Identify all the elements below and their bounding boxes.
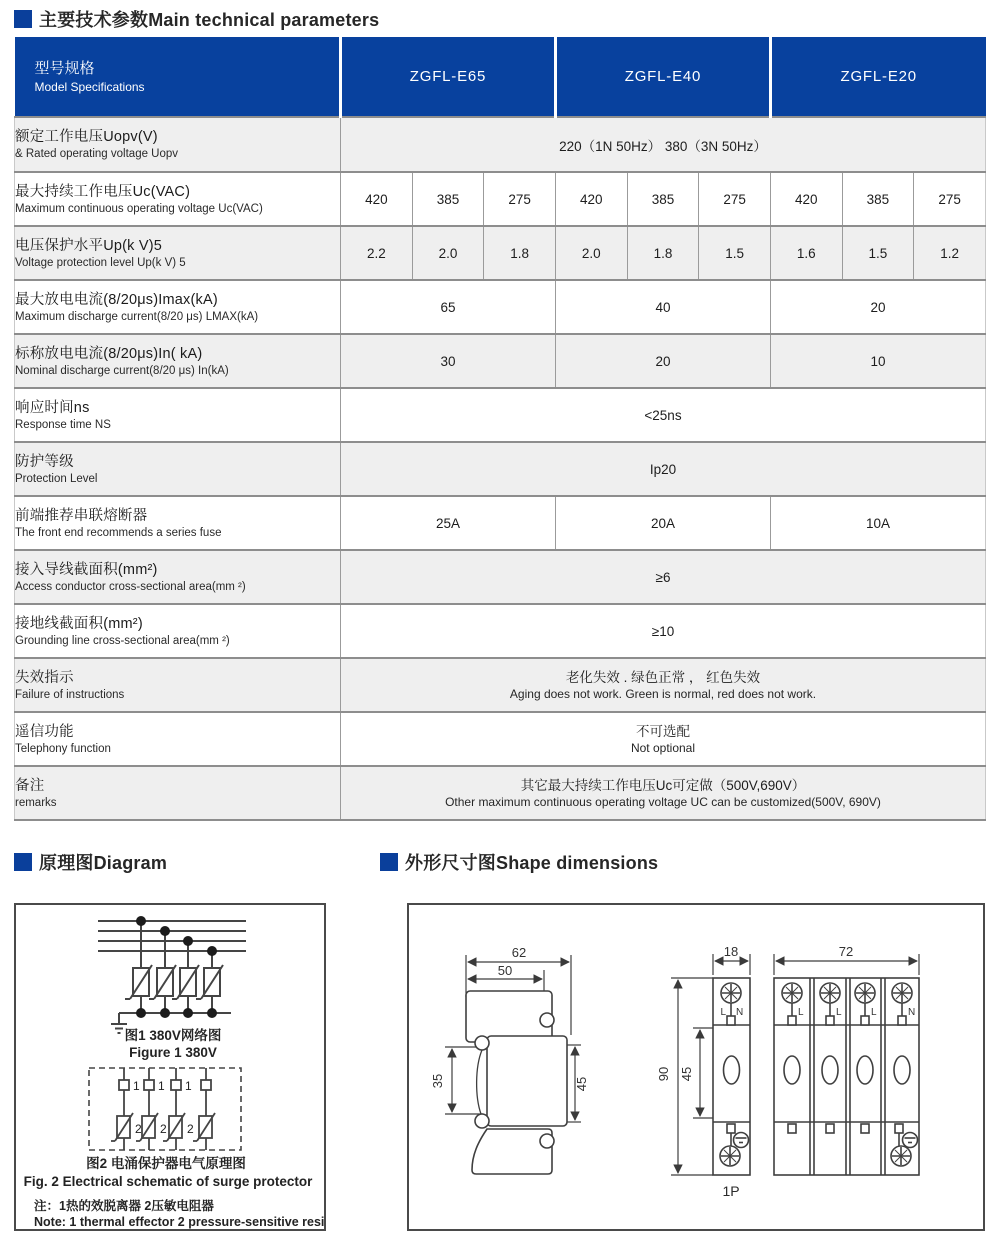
label-2: 2 [160, 1122, 167, 1136]
row-label [15, 658, 341, 712]
label-1: 1 [133, 1079, 140, 1093]
row-response-time [15, 388, 986, 442]
row-label-en: Access conductor cross-sectional area(mm ²) [15, 580, 246, 593]
terminal-label-l: L [720, 1007, 726, 1018]
row-label-zh: 前端推荐串联熔断器 [15, 507, 148, 524]
main-title-zh: 主要技术参数 [39, 10, 149, 30]
value-cell: 1.8 [627, 226, 699, 280]
row-label-zh: 接地线截面积(mm²) [15, 615, 143, 632]
row-label-zh: 最大放电电流(8/20μs)Imax(kA) [15, 291, 218, 308]
row-label-en: Voltage protection level Up(k V) 5 [15, 256, 186, 269]
figure2-caption-zh: 图2 电涌保护器电气原理图 [86, 1156, 246, 1171]
dim-90: 90 [656, 1066, 671, 1082]
row-label-en: & Rated operating voltage Uopv [15, 148, 179, 160]
row-label-en: Failure of instructions [15, 688, 125, 701]
blue-square-icon [14, 10, 32, 28]
screw-hole-icon [475, 1114, 489, 1128]
front-view-1p-body [713, 978, 750, 1175]
figure1-caption-zh: 图1 380V网络图 [124, 1028, 222, 1043]
diagram-title-zh: 原理图 [39, 853, 94, 873]
value-cell: ≥6 [341, 550, 986, 604]
value-cell: 1.5 [699, 226, 771, 280]
row-protection-level [15, 442, 986, 496]
label-2: 2 [135, 1122, 142, 1136]
shape-dimensions-svg [409, 905, 983, 1229]
row-label-zh: 最大持续工作电压Uc(VAC) [15, 183, 191, 200]
row-rated-voltage [15, 117, 986, 172]
main-title [14, 6, 379, 32]
ground-screw-icon [734, 1133, 749, 1148]
row-label [15, 280, 341, 334]
row-label-zh: 标称放电电流(8/20μs)In( kA) [15, 345, 203, 362]
row-label [15, 442, 341, 496]
shape-title-text [405, 849, 658, 875]
shape-title-zh: 外形尺寸图 [405, 853, 496, 873]
dim-35: 35 [430, 1073, 445, 1089]
label-2: 2 [187, 1122, 194, 1136]
value-en: Aging does not work. Green is normal, red does not work. [509, 687, 817, 701]
value-cell: 20 [555, 334, 770, 388]
indicator-window-icon [822, 1056, 838, 1084]
value-cell: 20 [770, 280, 985, 334]
value-cell: 25A [341, 496, 556, 550]
value-cell: 1.5 [842, 226, 914, 280]
value-cell: 65 [341, 280, 556, 334]
value-cell [341, 712, 986, 766]
terminal-label-l: L [798, 1007, 804, 1018]
dim-18: 18 [723, 944, 739, 959]
row-label-zh: 接入导线截面积(mm²) [15, 561, 158, 578]
terminal-label-n: N [908, 1007, 916, 1018]
row-series-fuse [15, 496, 986, 550]
circuit-diagram-svg [16, 905, 324, 1229]
row-label-zh: 防护等级 [15, 453, 74, 470]
value-cell: 20A [555, 496, 770, 550]
header-model-spec-cell [15, 37, 341, 117]
row-label-en: The front end recommends a series fuse [15, 526, 222, 539]
row-label-en: Response time NS [15, 418, 111, 431]
value-zh: 其它最大持续工作电压Uc可定做（500V,690V） [520, 778, 806, 793]
shape-title-en: Shape dimensions [496, 853, 659, 873]
model-column-zgfl-e40: ZGFL-E40 [555, 37, 770, 117]
indicator-window-icon [724, 1056, 740, 1084]
value-zh: 不可选配 [636, 724, 690, 739]
phillips-screw-icon [720, 1146, 740, 1166]
dim-72: 72 [838, 944, 854, 959]
row-label-zh: 备注 [15, 777, 45, 794]
pole-label-1p: 1P [722, 1183, 740, 1199]
value-cell: 275 [699, 172, 771, 226]
value-cell: 385 [627, 172, 699, 226]
main-title-text [39, 6, 379, 32]
front-view-4p-body [774, 978, 919, 1175]
label-1: 1 [185, 1079, 192, 1093]
row-label [15, 604, 341, 658]
indicator-window-icon [784, 1056, 800, 1084]
value-cell [341, 766, 986, 820]
phillips-screw-icon [820, 983, 840, 1003]
figure2-caption-en: Fig. 2 Electrical schematic of surge protector [23, 1174, 313, 1189]
header-label-zh: 型号规格 [34, 60, 95, 77]
value-cell: ≥10 [341, 604, 986, 658]
value-zh: 老化失效 . 绿色正常 ， 红色失效 [565, 670, 761, 685]
label-1: 1 [158, 1079, 165, 1093]
phillips-screw-icon [891, 1146, 911, 1166]
row-label [15, 496, 341, 550]
varistor-icon [172, 965, 199, 999]
varistor-icon [125, 965, 152, 999]
row-telephony-function [15, 712, 986, 766]
row-remarks [15, 766, 986, 820]
row-label [15, 766, 341, 820]
value-cell: 385 [842, 172, 914, 226]
value-cell: 2.2 [341, 226, 413, 280]
circuit-diagram-box [14, 903, 326, 1231]
row-label-en: Grounding line cross-sectional area(mm ²) [15, 634, 230, 647]
dim-62: 62 [511, 945, 527, 960]
row-label-en: Telephony function [15, 742, 111, 755]
row-label [15, 334, 341, 388]
value-en: Other maximum continuous operating voltage UC can be customized(500V, 690V) [445, 795, 881, 809]
figure2-schematic [89, 1068, 241, 1150]
value-cell: 2.0 [412, 226, 484, 280]
diagram-title-en: Diagram [93, 853, 168, 873]
phillips-screw-icon [855, 983, 875, 1003]
value-cell: 385 [412, 172, 484, 226]
row-voltage-protection-level [15, 226, 986, 280]
row-label-zh: 响应时间ns [15, 399, 90, 416]
row-label-en: Maximum discharge current(8/20 μs) LMAX(kA) [15, 310, 259, 323]
row-label [15, 712, 341, 766]
value-cell: 420 [770, 172, 842, 226]
table-header-row [15, 37, 986, 117]
value-cell: Ip20 [341, 442, 986, 496]
diagram-note-zh: 注：1热的效脱离器 2压敏电阻器 [34, 1199, 214, 1213]
value-cell: 1.2 [914, 226, 986, 280]
shape-dimensions-box [407, 903, 985, 1231]
row-label-en: Protection Level [15, 472, 98, 485]
dim-50: 50 [497, 963, 513, 978]
screw-hole-icon [540, 1013, 554, 1027]
varistor-icon [149, 965, 176, 999]
value-cell: 30 [341, 334, 556, 388]
row-label-zh: 失效指示 [15, 669, 74, 686]
parameters-table [14, 37, 986, 821]
terminal-label-l: L [836, 1007, 842, 1018]
figure1-network-diagram [98, 916, 246, 1033]
value-cell: 40 [555, 280, 770, 334]
row-label [15, 226, 341, 280]
row-access-conductor-area [15, 550, 986, 604]
row-nominal-discharge-current [15, 334, 986, 388]
blue-square-icon [380, 853, 398, 871]
model-column-zgfl-e20: ZGFL-E20 [770, 37, 985, 117]
model-column-zgfl-e65: ZGFL-E65 [341, 37, 556, 117]
value-cell: 10 [770, 334, 985, 388]
value-cell: 1.8 [484, 226, 556, 280]
indicator-window-icon [857, 1056, 873, 1084]
main-title-en: Main technical parameters [148, 10, 380, 30]
value-cell: <25ns [341, 388, 986, 442]
indicator-window-icon [894, 1056, 910, 1084]
value-cell [341, 658, 986, 712]
value-cell: 1.6 [770, 226, 842, 280]
value-cell: 2.0 [555, 226, 627, 280]
row-label-zh: 遥信功能 [15, 723, 74, 740]
terminal-label-n: N [736, 1007, 744, 1018]
screw-hole-icon [475, 1036, 489, 1050]
side-view-body [466, 991, 567, 1174]
row-label-en: Nominal discharge current(8/20 μs) In(kA) [15, 364, 229, 377]
value-cell: 220（1N 50Hz） 380（3N 50Hz） [341, 117, 986, 172]
phillips-screw-icon [782, 983, 802, 1003]
row-max-discharge-current [15, 280, 986, 334]
screw-hole-icon [540, 1134, 554, 1148]
row-label-zh: 额定工作电压Uopv(V) [15, 129, 158, 145]
blue-square-icon [14, 853, 32, 871]
value-en: Not optional [630, 741, 696, 755]
phillips-screw-icon [721, 983, 741, 1003]
value-cell: 420 [555, 172, 627, 226]
row-label-en: Maximum continuous operating voltage Uc(VAC) [15, 202, 263, 215]
dim-45-front: 45 [679, 1066, 694, 1082]
dim-45-side: 45 [574, 1076, 589, 1092]
row-label-en: remarks [15, 796, 57, 809]
diagram-section-title [14, 849, 167, 875]
value-cell: 420 [341, 172, 413, 226]
shape-section-title [380, 849, 658, 875]
value-cell: 10A [770, 496, 985, 550]
varistor-icon [196, 965, 223, 999]
figure1-caption-en: Figure 1 380V [129, 1045, 217, 1060]
ground-screw-icon [903, 1133, 918, 1148]
phillips-screw-icon [892, 983, 912, 1003]
row-label [15, 172, 341, 226]
diagram-title-text [39, 849, 167, 875]
row-max-continuous-voltage [15, 172, 986, 226]
row-label-zh: 电压保护水平Up(k V)5 [15, 237, 163, 254]
row-label [15, 550, 341, 604]
value-cell: 275 [484, 172, 556, 226]
value-cell: 275 [914, 172, 986, 226]
row-label [15, 117, 341, 172]
row-failure-indication [15, 658, 986, 712]
row-grounding-line-area [15, 604, 986, 658]
header-label-en: Model Specifications [34, 80, 145, 94]
row-label [15, 388, 341, 442]
terminal-label-l: L [871, 1007, 877, 1018]
diagram-note-en: Note: 1 thermal effector 2 pressure-sensitive resistor [34, 1215, 324, 1229]
